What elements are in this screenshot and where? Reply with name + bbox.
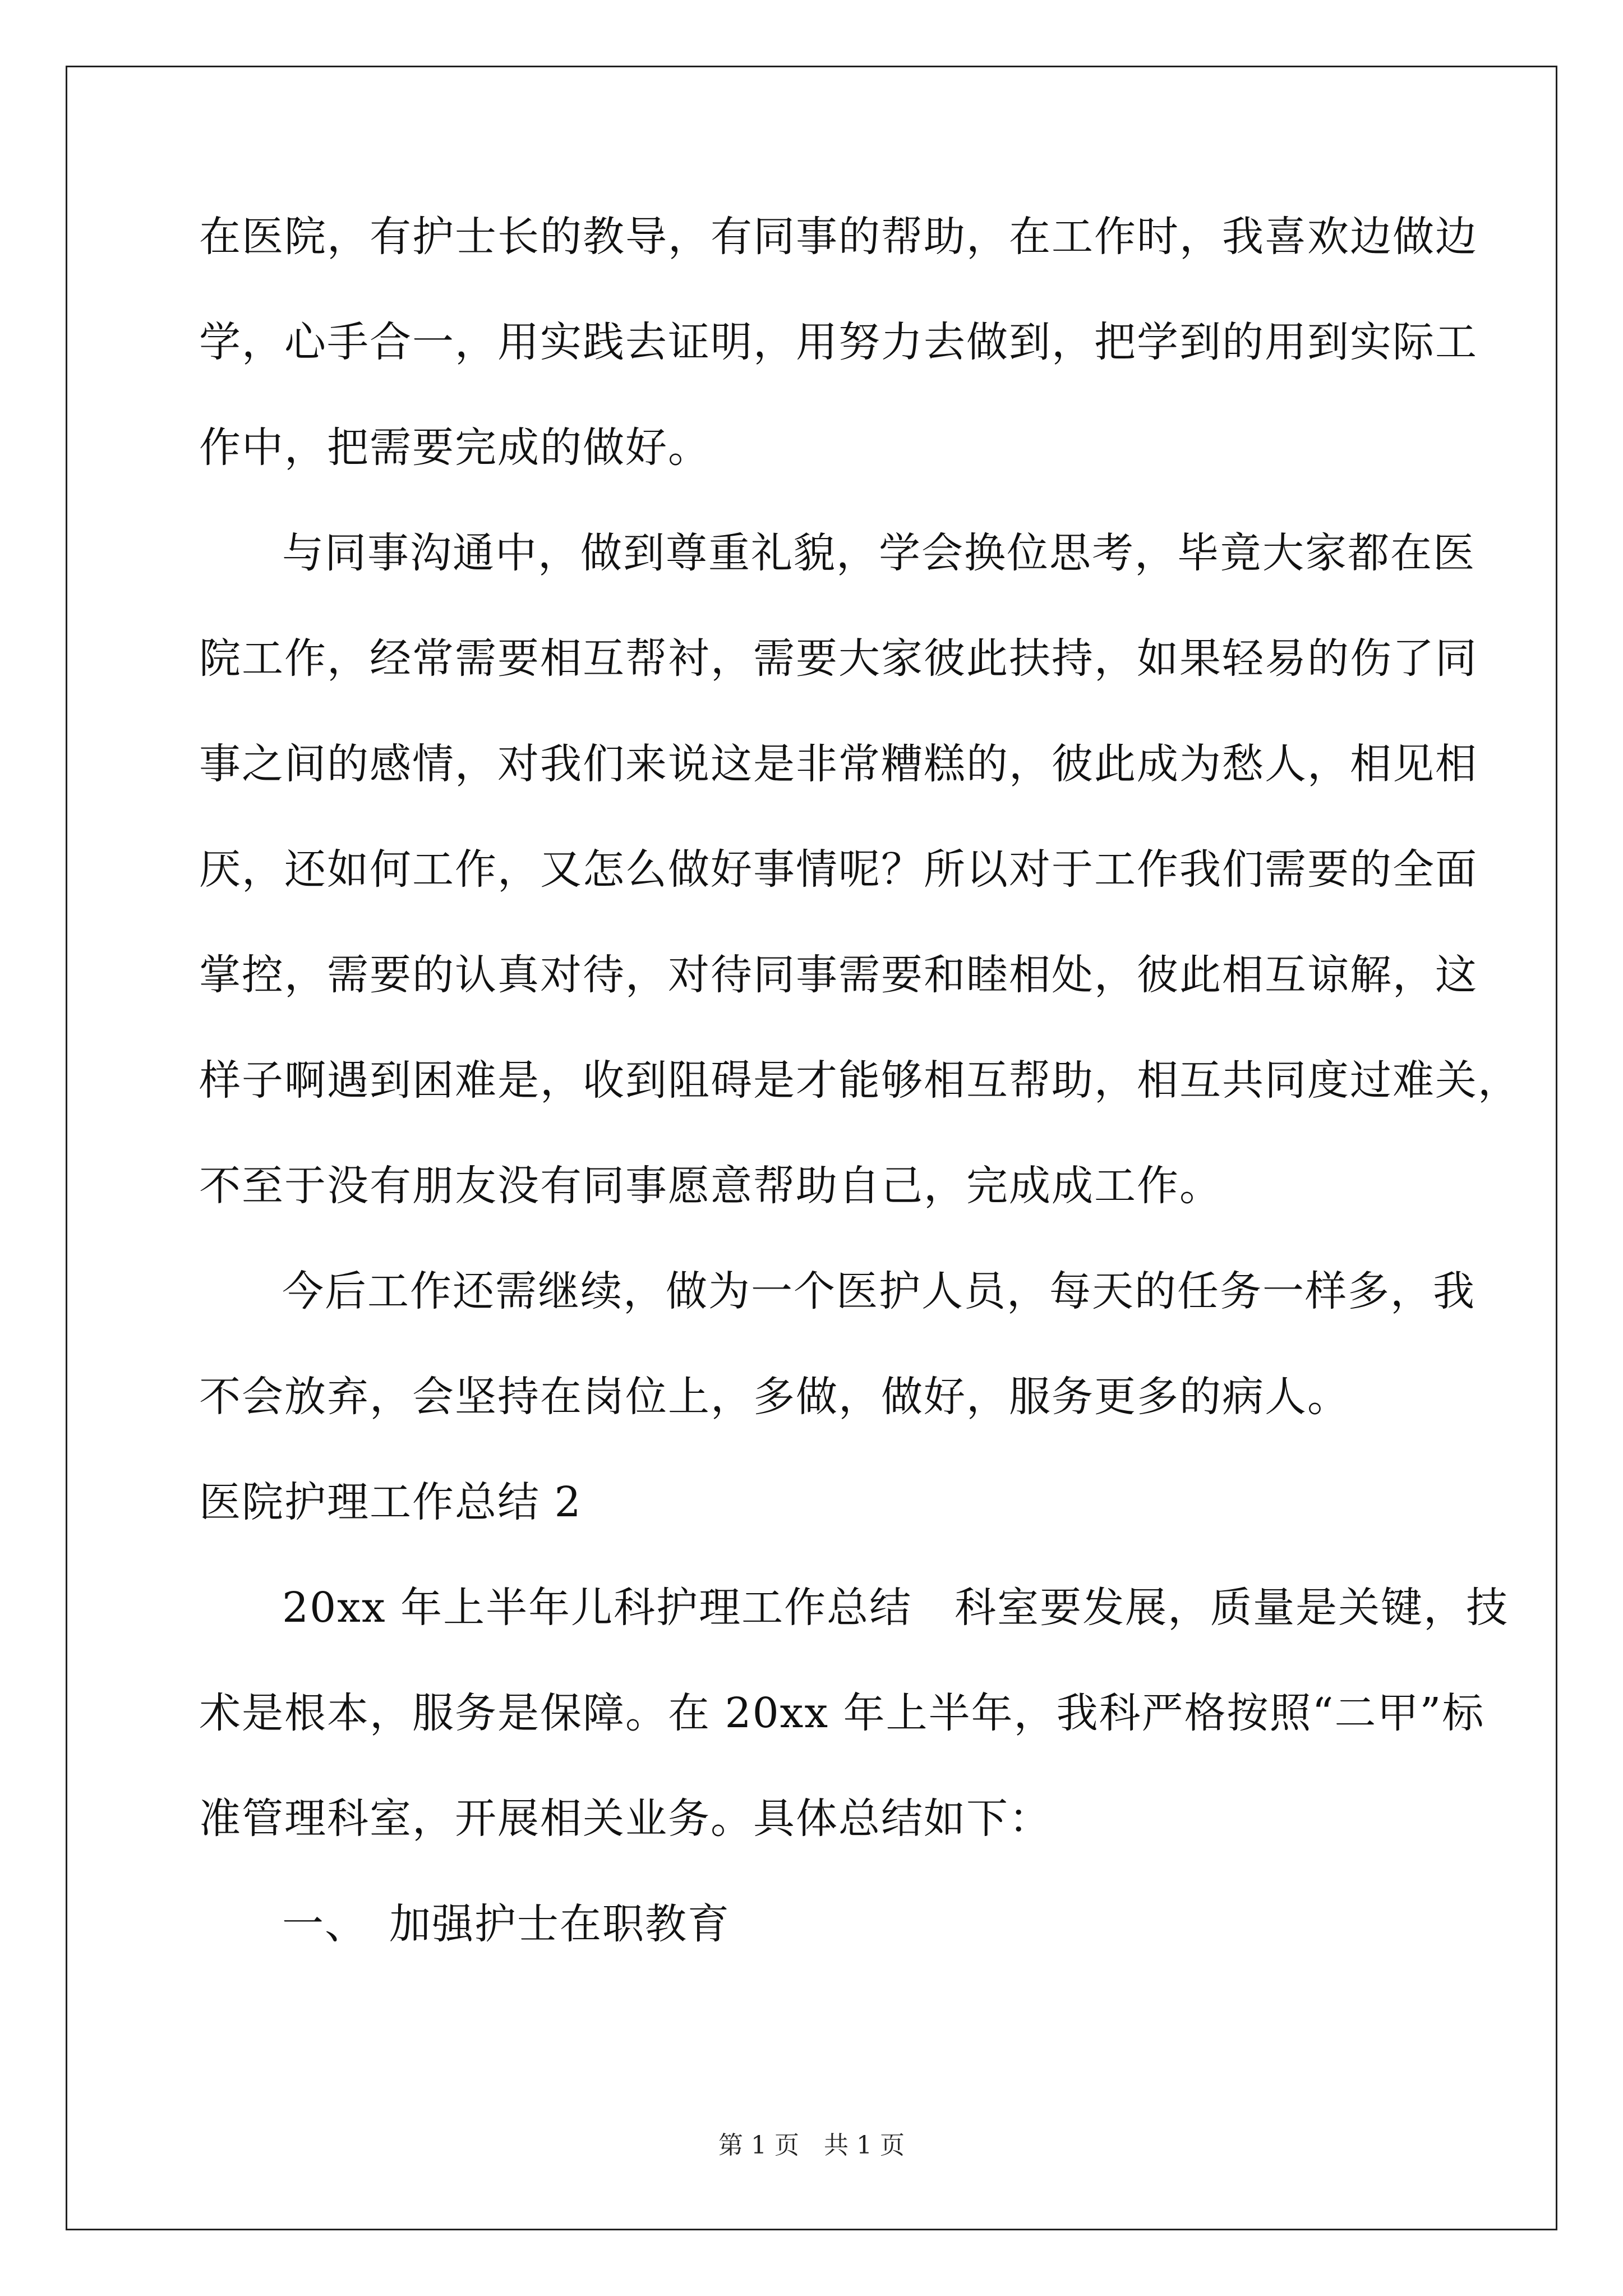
text-line: 与同事沟通中，做到尊重礼貌，学会换位思考，毕竟大家都在医 (282, 529, 1476, 577)
text-line: 不会放弃，会坚持在岗位上，多做，做好，服务更多的病人。 (199, 1373, 1350, 1421)
text-line: 事之间的感情，对我们来说这是非常糟糕的，彼此成为愁人，相见相 (199, 740, 1478, 788)
text-line: 在医院，有护士长的教导，有同事的帮助，在工作时，我喜欢边做边 (199, 213, 1478, 261)
text-line: 术是根本，服务是保障。在 20xx 年上半年，我科严格按照“二甲”标 (199, 1689, 1485, 1737)
text-line: 20xx 年上半年儿科护理工作总结 科室要发展，质量是关键，技 (282, 1584, 1509, 1632)
section-title: 医院护理工作总结 2 (199, 1478, 582, 1526)
text-line: 掌控，需要的认真对待，对待同事需要和睦相处，彼此相互谅解，这 (199, 951, 1478, 999)
text-line: 院工作，经常需要相互帮衬，需要大家彼此扶持，如果轻易的伤了同 (199, 634, 1478, 683)
text-line: 不至于没有朋友没有同事愿意帮助自己，完成成工作。 (199, 1162, 1222, 1210)
subsection-heading: 一、 加强护士在职教育 (282, 1900, 730, 1948)
text-line: 作中，把需要完成的做好。 (199, 424, 711, 472)
text-line: 样子啊遇到困难是，收到阻碍是才能够相互帮助，相互共同度过难关， (199, 1056, 1520, 1105)
text-line: 准管理科室，开展相关业务。具体总结如下： (199, 1795, 1052, 1843)
text-line: 厌，还如何工作，又怎么做好事情呢？所以对于工作我们需要的全面 (199, 845, 1478, 894)
page-footer: 第 1 页 共 1 页 (718, 2131, 905, 2160)
text-line: 学，心手合一，用实践去证明，用努力去做到，把学到的用到实际工 (199, 318, 1478, 366)
text-line: 今后工作还需继续，做为一个医护人员，每天的任务一样多，我 (282, 1267, 1476, 1315)
